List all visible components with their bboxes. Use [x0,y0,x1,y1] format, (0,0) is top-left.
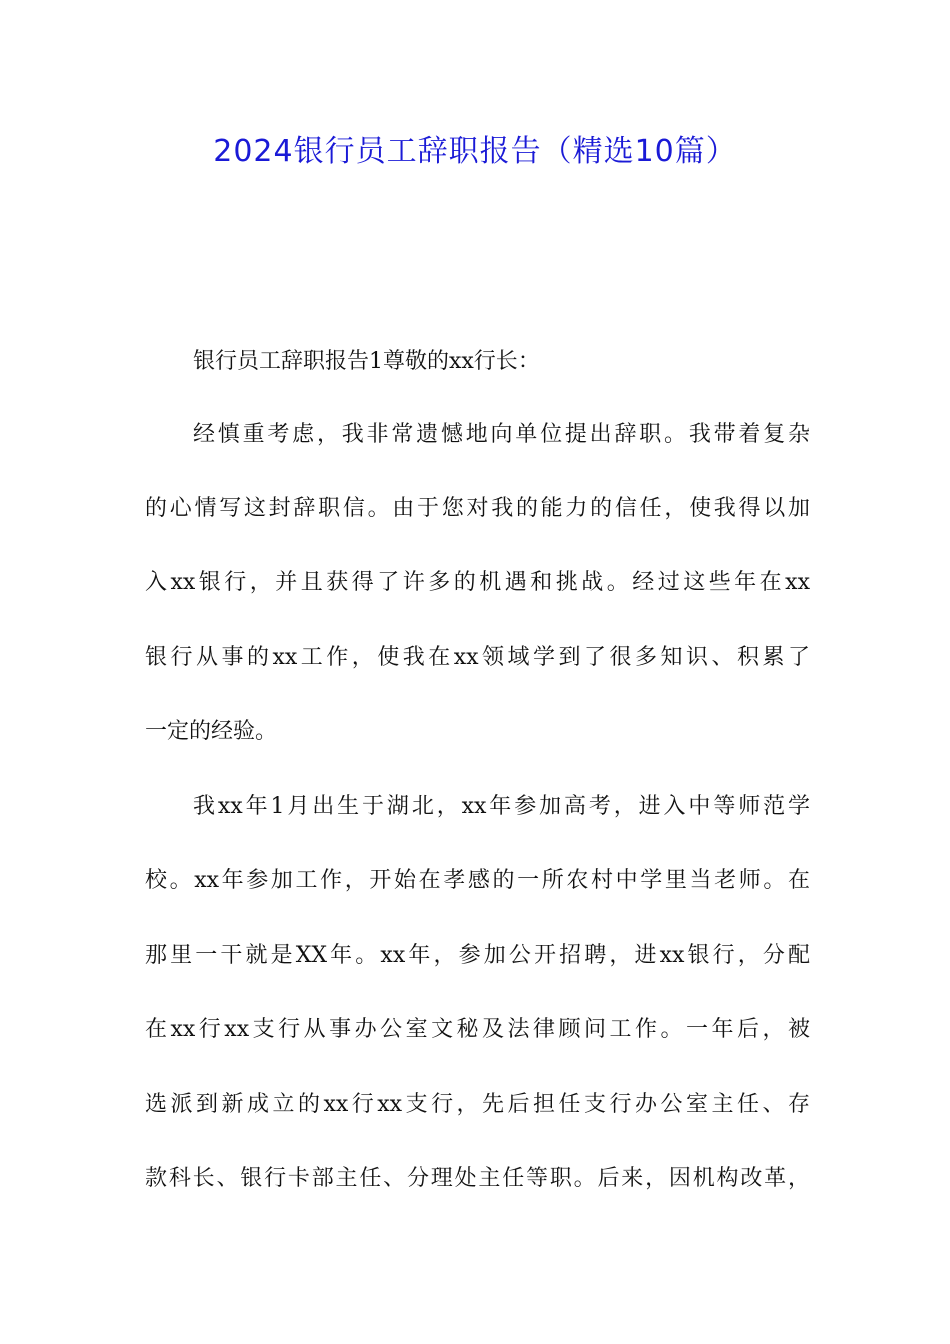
paragraph-line: 我xx年1月出生于湖北，xx年参加高考，进入中等师范学 [193,794,810,819]
paragraph-line: 银行从事的xx工作，使我在xx领域学到了很多知识、积累了 [145,645,810,670]
document-title: 2024银行员工辞职报告（精选10篇） [213,134,737,169]
paragraph-line: 入xx银行，并且获得了许多的机遇和挑战。经过这些年在xx [145,570,810,595]
paragraph-line: 在xx行xx支行从事办公室文秘及法律顾问工作。一年后，被 [145,1017,810,1042]
paragraph-line: 一定的经验。 [145,719,278,744]
paragraph-line: 银行员工辞职报告1尊敬的xx行长： [193,349,540,374]
paragraph-line: 校。xx年参加工作，开始在孝感的一所农村中学里当老师。在 [145,868,810,893]
paragraph-line: 经慎重考虑，我非常遗憾地向单位提出辞职。我带着复杂 [193,422,810,447]
paragraph-line: 款科长、银行卡部主任、分理处主任等职。后来，因机构改革， [145,1166,810,1191]
paragraph-line: 的心情写这封辞职信。由于您对我的能力的信任，使我得以加 [145,496,810,521]
paragraph-line: 选派到新成立的xx行xx支行，先后担任支行办公室主任、存 [145,1092,810,1117]
paragraph-line: 那里一干就是XX年。xx年，参加公开招聘，进xx银行，分配 [145,943,810,968]
